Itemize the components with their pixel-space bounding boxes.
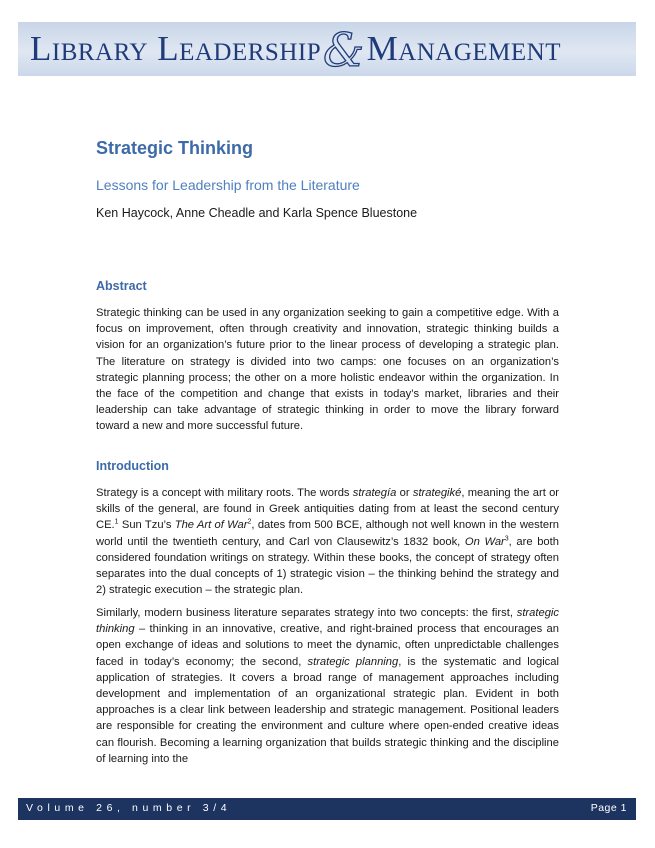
footnote-ref-3: 3 xyxy=(504,534,509,542)
footnote-ref-2: 2 xyxy=(247,518,252,526)
introduction-heading: Introduction xyxy=(96,459,169,473)
footnote-ref-1: 1 xyxy=(114,518,119,526)
journal-title-part1: Library Leadership xyxy=(30,29,322,68)
abstract-heading: Abstract xyxy=(96,279,147,293)
intro-paragraph-1: Strategy is a concept with military roots. The words strategía or strategiké, meaning the art or skills of the general, are found in Greek antiquities dating from at least the second century CE.$^1$ Sun Tzu’s The Art of War$^2$, dates from 500 BCE, although not well known in the western world until the twentieth century, and Carl von Clausewitz’s 1832 book, On War$^3$, are both considered foundation writings on strategy. Within these books, the concept of strategy often separates into the dual concepts of 1) strategic vision – the thinking behind the strategy and 2) strategic execution – the strategic plan. xyxy=(96,487,560,597)
article-authors: Ken Haycock, Anne Cheadle and Karla Spence Bluestone xyxy=(96,206,418,220)
journal-title-part2: Management xyxy=(366,29,561,68)
article-title: Strategic Thinking xyxy=(96,138,254,158)
page-footer xyxy=(18,798,636,820)
journal-title xyxy=(30,23,561,76)
intro-paragraph-2: Similarly, modern business literature separates strategy into two concepts: the first, strategic thinking – thinking in an innovative, creative, and right-brained process that encourages an open exchange of ideas and solutions to meet the dynamic, often unpredictable challenges faced in today’s economy; the second, strategic planning, is the systematic and logical application of strategies. It covers a broad range of management approaches including development and implementation of an organizational strategic plan. Evident in both approaches is a clear link between leadership and strategic management. Positional leaders are responsible for creating the environment and culture where open-ended creative ideas can flourish. Becoming a learning organization that builds strategic thinking and the discipline of learning into the xyxy=(96,607,559,765)
footer-page-number: Page 1 xyxy=(590,802,627,814)
footer-volume: Volume 26, number 3/4 xyxy=(26,802,232,814)
article-subtitle: Lessons for Leadership from the Literature xyxy=(96,177,360,193)
abstract-text: Strategic thinking can be used in any organization seeking to gain a competitive edge. With a focus on improvement, often through creativity and innovation, strategic thinking builds a vision for an organization’s future prior to the linear process of developing a strategic plan. The literature on strategy is divided into two camps: one focuses on an organization’s strategic planning process; the other on a more holistic endeavor within the organization. In the face of the competition and change that exists in today’s market, libraries and their leadership can take advantage of strategic thinking in order to move the library forward toward a new and more successful future. xyxy=(96,307,559,433)
journal-title-ampersand: & xyxy=(323,23,365,76)
journal-masthead xyxy=(18,22,636,76)
